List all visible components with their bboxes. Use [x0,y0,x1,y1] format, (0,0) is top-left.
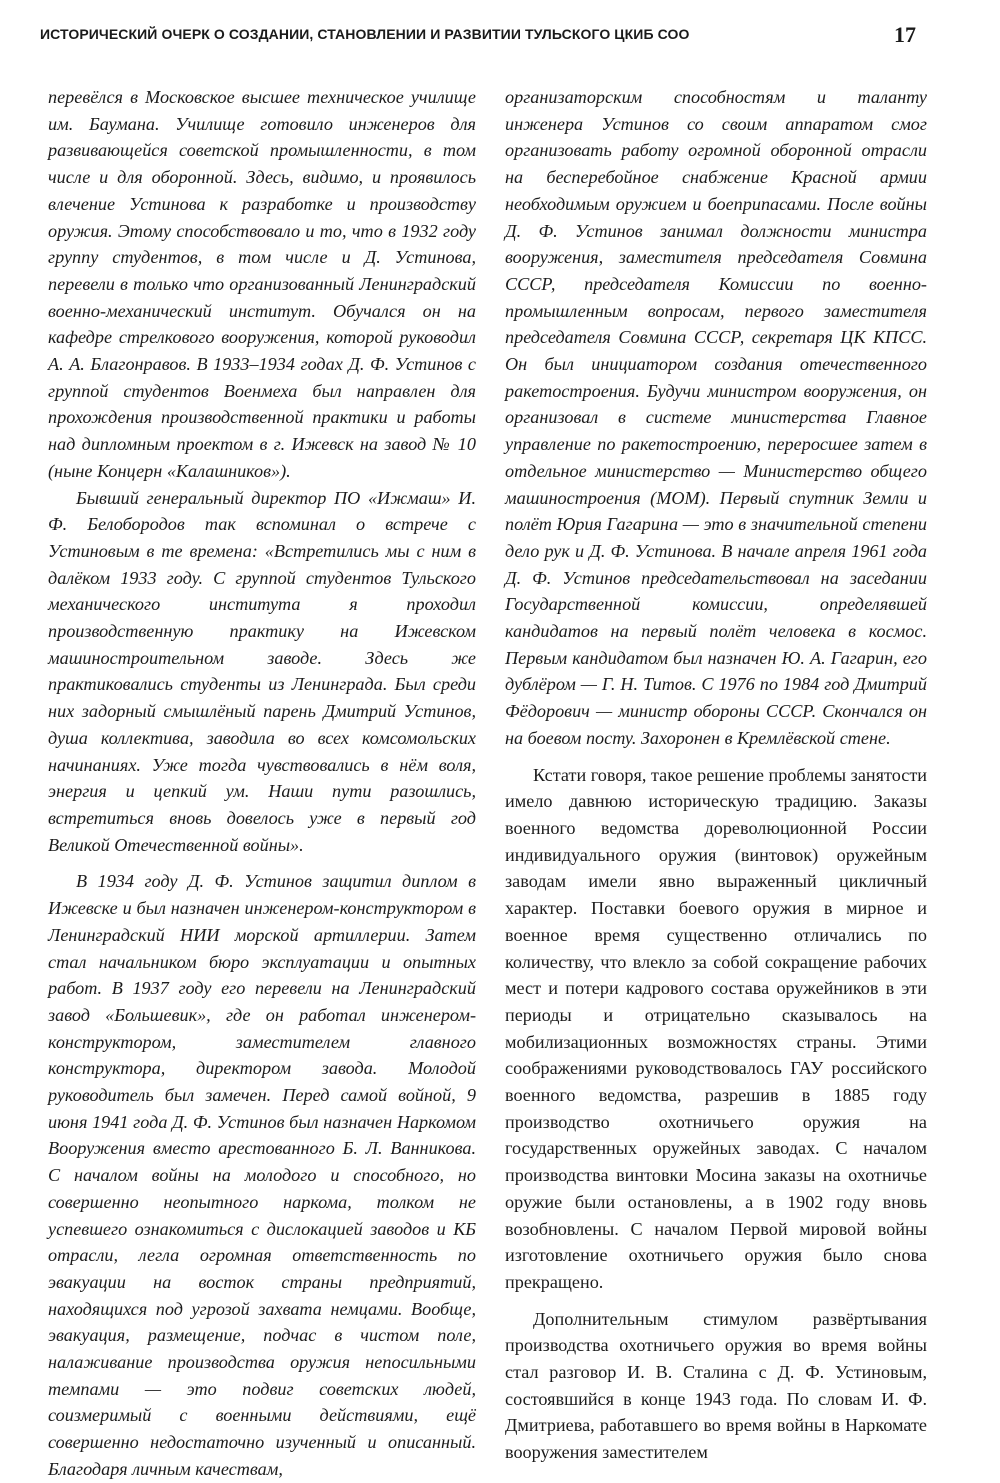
paragraph: организаторским способностям и таланту инженера Устинов со своим аппаратом смог организовать работу огромной оборонной отрасли на бесперебойное снабжение Красной армии необходимым оружием и боеприпасами. После войны Д. Ф. Устинов занимал должности министра вооружения, заместителя председателя Совмина СССР, председателя Комиссии по военно-промышленным вопросам, первого заместителя председателя Совмина СССР, секретаря ЦК КПСС. Он был инициатором создания отечественного ракетостроения. Будучи министром вооружения, он организовал в системе министерства Главное управление по ракетостроению, переросшее затем в отдельное министерство — Министерство общего машиностроения (МОМ). Первый спутник Земли и полёт Юрия Гагарина — это в значительной степени дело рук и Д. Ф. Устинова. В начале апреля 1961 года Д. Ф. Устинов председательствовал на заседании Государственной комиссии, определявшей кандидатов на первый полёт человека в космос. Первым кандидатом был назначен Ю. А. Гагарин, его дублёром — Г. Н. Титов. С 1976 по 1984 год Дмитрий Фёдорович — министр обороны СССР. Скончался он на боевом посту. Захоронен в Кремлёвской стене. [505,87,927,748]
paragraph: Дополнительным стимулом развёртывания производства охотничьего оружия во время войны стал разговор И. В. Сталина с Д. Ф. Устиновым, состоявшийся в конце 1943 года. По словам И. Ф. Дмитриева, работавшего во время войны в Наркомате вооружения заместителем [505,1308,927,1463]
page-number: 17 [894,22,916,47]
paragraph: Бывший генеральный директор ПО «Ижмаш» И. Ф. Белобородов так вспоминал о встрече с Устиновым в те времена: «Встретились мы с ним в далёком 1933 году. С группой студентов Тульского механического института я проходил производственную практику на Ижевском машиностроительном заводе. Здесь же практиковались студенты из Ленинграда. Был среди них задорный смышлёный парень Дмитрий Устинов, душа коллектива, заводила во всех комсомольских начинаниях. Уже тогда чувствовались в нём воля, энергия и цепкий ум. Наши пути разошлись, встретиться вновь довелось уже в первый год Великой Отечественной войны». [48,487,476,855]
paragraph: перевёлся в Московское высшее техническое училище им. Баумана. Училище готовило инженеров для развивающейся советской промышленности, в том числе и для оборонной. Здесь, видимо, и проявилось влечение Устинова к разработке и производству оружия. Этому способствовало и то, что в 1932 году группу студентов, в том числе и Д. Устинова, перевели в только что организованный Ленинградский военно-механический институт. Обучался он на кафедре стрелкового вооружения, которой руководил А. А. Благонравов. В 1933–1934 годах Д. Ф. Устинов с группой студентов Военмеха был направлен для прохождения производственной практики и работы над дипломным проектом в г. Ижевск на завод № 10 (ныне Концерн «Калашников»). [48,87,476,481]
paragraph: Кстати говоря, такое решение проблемы занятости имело давнюю историческую традицию. Заказы военного ведомства дореволюционной России индивидуального оружия (винтовок) оружейным заводам имели явно выраженный цикличный характер. Поставки боевого оружия в мирное и военное время существенно отличались по количеству, что влекло за собой сокращение рабочих мест и потери кадрового состава оружейников в эти периоды и отрицательно сказывалось на мобилизационных возможностях страны. Этими соображениями руководствовалось ГАУ российского военного ведомства, разрешив в 1885 году производство охотничьего оружия на государственных оружейных заводах. С началом производства винтовки Мосина заказы на охотничье оружие были остановлены, а в 1902 году вновь возобновлены. С началом Первой мировой войны изготовление охотничьего оружия было снова прекращено. [505,764,927,1292]
right-column [505,84,927,1466]
paragraph: В 1934 году Д. Ф. Устинов защитил диплом в Ижевске и был назначен инженером-конструктором в Ленинградский НИИ морской артиллерии. Затем стал начальником бюро эксплуатации и опытных работ. В 1937 году его перевели на Ленинградский завод «Большевик», где он работал инженером-конструктором, заместителем главного конструктора, директором завода. Молодой руководитель был замечен. Перед самой войной, 9 июня 1941 года Д. Ф. Устинов был назначен Наркомом Вооружения вместо арестованного Б. Л. Ванникова. С началом войны на молодого и способного, но совершенно неопытного наркома, толком не успевшего ознакомиться с дислокацией заводов и КБ отрасли, легла огромная ответственность по эвакуации на восток страны предприятий, находящихся под угрозой захвата немцами. Вообще, эвакуация, размещение, подчас в чистом поле, налаживание производства оружия непосильными темпами — это подвиг советских людей, соизмеримый с военными действиями, ещё совершенно недостаточно изученный и описанный. Благодаря личным качествам, [48,871,476,1479]
left-column [48,84,476,1483]
running-header: ИСТОРИЧЕСКИЙ ОЧЕРК О СОЗДАНИИ, СТАНОВЛЕНИИ И РАЗВИТИИ ТУЛЬСКОГО ЦКИБ СОО [40,26,690,42]
